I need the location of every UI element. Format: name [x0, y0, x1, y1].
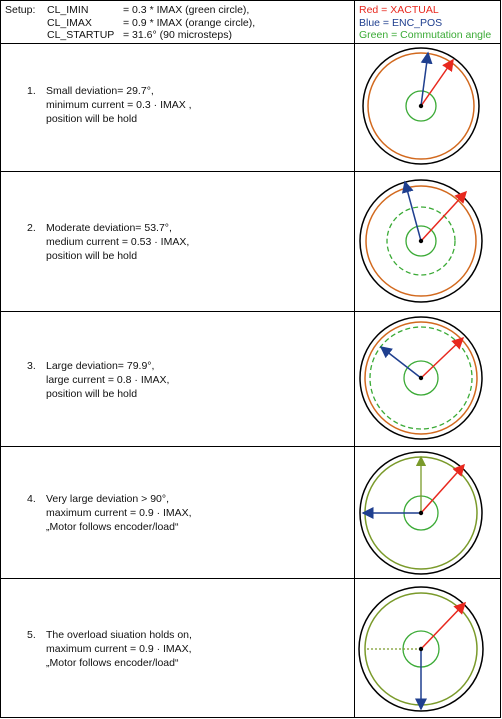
- param-name: CL_STARTUP: [47, 29, 115, 41]
- row-line: Small deviation= 29.7°,: [46, 85, 154, 97]
- diagram-1: [355, 44, 501, 171]
- row-line: maximum current = 0.9 · IMAX,: [46, 507, 192, 519]
- diagram-2: [355, 172, 501, 311]
- row-number: 1.: [27, 85, 36, 97]
- row-line: minimum current = 0.3 · IMAX ,: [46, 99, 192, 111]
- row-line: large current = 0.8 · IMAX,: [46, 374, 170, 386]
- param-name: CL_IMAX: [47, 16, 92, 29]
- row-line: maximum current = 0.9 · IMAX,: [46, 643, 192, 655]
- row-line: „Motor follows encoder/load“: [46, 521, 179, 533]
- param-value: = 31.6° (90 microsteps): [123, 29, 232, 41]
- row-line: position will be hold: [46, 388, 138, 400]
- param-value: = 0.3 * IMAX (green circle),: [123, 4, 250, 16]
- row-line: Large deviation= 79.9°,: [46, 360, 155, 372]
- row-number: 5.: [27, 629, 36, 641]
- row-line: medium current = 0.53 · IMAX,: [46, 236, 190, 248]
- center-point: [419, 104, 423, 108]
- xactual-arrow: [421, 465, 464, 513]
- row-number: 3.: [27, 360, 36, 372]
- row-line: The overload siuation holds on,: [46, 629, 192, 641]
- center-point: [419, 239, 423, 243]
- param-value: = 0.9 * IMAX (orange circle),: [123, 16, 256, 29]
- xactual-arrow: [421, 603, 465, 649]
- enc-pos-arrow: [405, 182, 421, 241]
- legend-green: Green = Commutation angle: [359, 29, 492, 41]
- row-number: 4.: [27, 493, 36, 505]
- row-number: 2.: [27, 222, 36, 234]
- row-line: Very large deviation > 90°,: [46, 493, 169, 505]
- color-legend: [359, 4, 491, 42]
- row-line: „Motor follows encoder/load“: [46, 657, 179, 669]
- center-point: [419, 647, 423, 651]
- center-point: [419, 376, 423, 380]
- xactual-arrow: [421, 192, 466, 241]
- legend-red: Red = XACTUAL: [359, 4, 439, 16]
- diagram-5: [355, 579, 501, 718]
- diagram-4: [355, 447, 501, 578]
- param-name: CL_IMIN: [47, 4, 89, 16]
- legend-blue: Blue = ENC_POS: [359, 16, 443, 29]
- row-line: position will be hold: [46, 113, 138, 125]
- row-line: Moderate deviation= 53.7°,: [46, 222, 172, 234]
- xactual-arrow: [421, 338, 463, 378]
- setup-label: Setup:: [5, 4, 36, 16]
- diagram-3: [355, 312, 501, 446]
- row-line: position will be hold: [46, 250, 138, 262]
- center-point: [419, 511, 423, 515]
